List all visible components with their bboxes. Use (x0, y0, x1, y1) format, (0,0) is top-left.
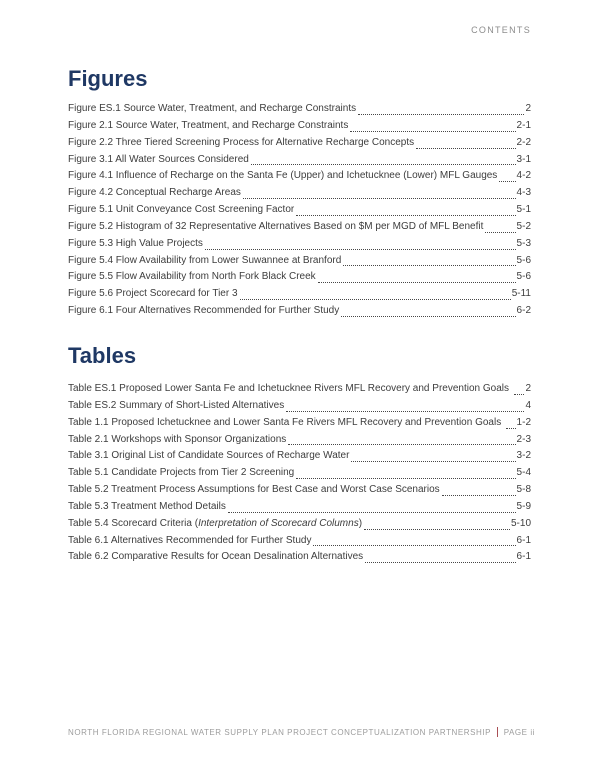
toc-entry-title: Figure 4.1 Influence of Recharge on the Santa Fe (Upper) and Ichetucknee (Lower) MFL Gauges (68, 170, 498, 182)
toc-entry-page: 6-2 (516, 305, 531, 317)
dot-leader (341, 316, 515, 317)
running-header: CONTENTS (471, 25, 531, 35)
dot-leader (416, 148, 515, 149)
toc-entry-title-suffix: ) (358, 517, 363, 529)
toc-entry-page: 5-11 (511, 288, 531, 300)
toc-entry-page: 2 (525, 103, 531, 114)
toc-entry-title: Table ES.2 Summary of Short-Listed Alternatives (68, 399, 285, 411)
dot-leader (350, 131, 515, 132)
toc-entry-title: Table 5.3 Treatment Method Details (68, 500, 226, 512)
dot-leader (240, 299, 511, 300)
toc-entry-title: Figure 5.5 Flow Availability from North Fork Black Creek (68, 271, 316, 283)
toc-entry-figure[interactable] (68, 219, 531, 236)
toc-entry-title: Table 6.1 Alternatives Recommended for Further Study (68, 534, 312, 546)
toc-entry-title: Table 1.1 Proposed Ichetucknee and Lower Santa Fe Rivers MFL Recovery and Prevention Goals (68, 416, 504, 428)
dot-leader (351, 461, 515, 462)
figures-toc-list (68, 101, 531, 320)
dot-leader (243, 198, 516, 199)
toc-entry-table[interactable] (68, 432, 531, 449)
toc-entry-figure[interactable] (68, 269, 531, 286)
toc-entry-page: 4-2 (516, 170, 531, 182)
toc-entry-page: 2-2 (516, 136, 531, 148)
toc-entry-title: Figure 2.1 Source Water, Treatment, and Recharge Constraints (68, 119, 349, 131)
dot-leader (228, 512, 516, 513)
dot-leader (286, 411, 524, 412)
toc-entry-table[interactable] (68, 482, 531, 499)
dot-leader (251, 164, 516, 165)
toc-entry-page: 5-2 (516, 220, 531, 232)
toc-entry-page: 6-1 (516, 551, 531, 563)
toc-entry-title: Figure 5.3 High Value Projects (68, 237, 203, 249)
dot-leader (364, 529, 510, 530)
dot-leader (358, 114, 524, 115)
toc-entry-page: 5-6 (516, 271, 531, 283)
toc-entry-page: 5-1 (516, 204, 531, 216)
toc-entry-title: Table 3.1 Original List of Candidate Sources of Recharge Water (68, 450, 350, 462)
dot-leader (205, 249, 516, 250)
toc-entry-title: Table 5.2 Treatment Process Assumptions for Best Case and Worst Case Scenarios (68, 484, 440, 496)
dot-leader (343, 265, 515, 266)
toc-entry-page: 5-3 (516, 237, 531, 249)
toc-entry-page: 4 (525, 399, 531, 411)
toc-entry-title: Figure 3.1 All Water Sources Considered (68, 153, 249, 165)
dot-leader (514, 394, 525, 395)
toc-entry-title: Figure 2.2 Three Tiered Screening Process for Alternative Recharge Concepts (68, 136, 415, 148)
toc-entry-page: 5-4 (516, 467, 531, 479)
toc-entry-title: Figure ES.1 Source Water, Treatment, and Recharge Constraints (68, 103, 357, 114)
toc-entry-title: Figure 5.1 Unit Conveyance Cost Screening Factor (68, 204, 295, 216)
toc-entry-title-italic: Interpretation of Scorecard Columns (198, 517, 359, 529)
toc-entry-figure[interactable] (68, 202, 531, 219)
toc-entry-figure[interactable] (68, 152, 531, 169)
dot-leader (485, 232, 515, 233)
toc-entry-page: 4-3 (516, 187, 531, 199)
toc-entry-table[interactable] (68, 398, 531, 415)
toc-entry-page: 6-1 (516, 534, 531, 546)
dot-leader (365, 562, 515, 563)
dot-leader (442, 495, 516, 496)
toc-entry-title: Figure 4.2 Conceptual Recharge Areas (68, 187, 241, 199)
tables-section-heading: Tables (68, 342, 137, 368)
toc-entry-page: 3-2 (516, 450, 531, 462)
toc-entry-table[interactable] (68, 448, 531, 465)
toc-entry-page: 5-10 (510, 517, 531, 529)
dot-leader (296, 215, 515, 216)
toc-entry-table[interactable] (68, 549, 531, 566)
toc-entry-figure[interactable] (68, 236, 531, 253)
toc-entry-title: Table 6.2 Comparative Results for Ocean Desalination Alternatives (68, 551, 364, 563)
toc-entry-page: 1-2 (516, 416, 531, 428)
toc-entry-figure[interactable] (68, 253, 531, 270)
toc-entry-title: Figure 5.2 Histogram of 32 Representative Alternatives Based on $M per MGD of MFL Benefit (68, 220, 484, 232)
dot-leader (506, 428, 516, 429)
footer-divider-bar (497, 727, 498, 737)
page-footer (68, 727, 535, 737)
toc-entry-page: 5-9 (516, 500, 531, 512)
footer-page-number: PAGE ii (503, 727, 535, 737)
toc-entry-title: Table 5.1 Candidate Projects from Tier 2 Screening (68, 467, 295, 479)
figures-section-heading: Figures (68, 66, 148, 91)
toc-entry-title: Figure 5.6 Project Scorecard for Tier 3 (68, 288, 238, 300)
toc-entry-table[interactable] (68, 516, 531, 533)
toc-entry-title: Figure 6.1 Four Alternatives Recommended for Further Study (68, 305, 340, 317)
toc-entry-figure[interactable] (68, 168, 531, 185)
toc-entry-title: Figure 5.4 Flow Availability from Lower Suwannee at Branford (68, 254, 342, 266)
toc-entry-figure[interactable] (68, 185, 531, 202)
toc-entry-figure[interactable] (68, 286, 531, 303)
toc-entry-page: 3-1 (516, 153, 531, 165)
dot-leader (313, 545, 515, 546)
dot-leader (499, 181, 515, 182)
toc-entry-figure[interactable] (68, 135, 531, 152)
toc-entry-table[interactable] (68, 381, 531, 398)
toc-entry-page: 2 (525, 382, 531, 394)
footer-org-label: NORTH FLORIDA REGIONAL WATER SUPPLY PLAN PROJECT CONCEPTUALIZATION PARTNERSHIP (68, 727, 491, 737)
toc-entry-page: 5-8 (516, 484, 531, 496)
toc-entry-table[interactable] (68, 415, 531, 432)
toc-entry-figure[interactable] (68, 101, 531, 118)
toc-entry-table[interactable] (68, 499, 531, 516)
toc-entry-page: 2-1 (516, 119, 531, 131)
tables-toc-list (68, 381, 531, 566)
toc-entry-page: 5-6 (516, 254, 531, 266)
toc-entry-title: Table 2.1 Workshops with Sponsor Organizations (68, 433, 287, 445)
toc-entry-title: Table 5.4 Scorecard Criteria ( (68, 517, 199, 529)
toc-entry-page: 2-3 (516, 433, 531, 445)
toc-entry-table[interactable] (68, 533, 531, 550)
dot-leader (288, 444, 515, 445)
toc-entry-figure[interactable] (68, 303, 531, 320)
dot-leader (318, 282, 516, 283)
toc-entry-figure[interactable] (68, 118, 531, 135)
toc-entry-table[interactable] (68, 465, 531, 482)
dot-leader (296, 478, 515, 479)
toc-entry-title: Table ES.1 Proposed Lower Santa Fe and Ichetucknee Rivers MFL Recovery and Prevention Goals (68, 382, 512, 394)
